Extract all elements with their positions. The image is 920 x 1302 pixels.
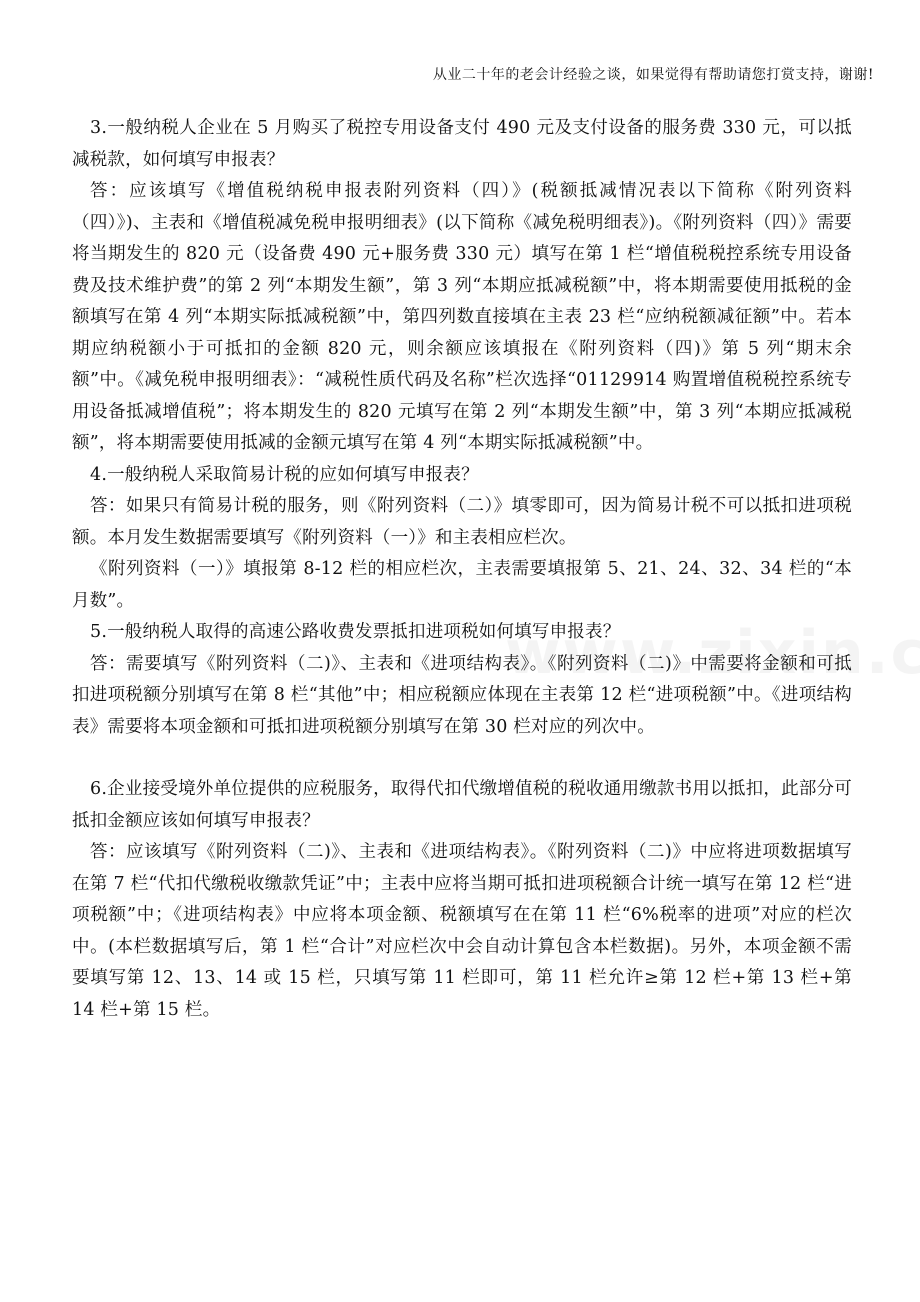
question-5: 5.一般纳税人取得的高速公路收费发票抵扣进项税如何填写申报表？ [90, 622, 621, 642]
document-body [72, 113, 852, 1026]
answer-5: 答：需要填写《附列资料（二)》、主表和《进项结构表》。《附列资料（二)》中需要将金额和可抵扣进项税额分别填写在第 8 栏“其他”中；相应税额应体现在主表第 12 栏“进项税额”中。《进项结构表》需要将本项金额和可抵扣进项税额分别填写在第 30 栏对应的列次中。 [72, 653, 852, 737]
answer-4-detail: 《附列资料（一）》填报第 8-12 栏的相应栏次，主表需要填报第 5、21、24、32、34 栏的“本月数”。 [72, 559, 852, 611]
question-3: 3.一般纳税人企业在 5 月购买了税控专用设备支付 490 元及支付设备的服务费 330 元，可以抵减税款，如何填写申报表？ [72, 118, 852, 170]
paragraph-gap [72, 743, 852, 774]
answer-6: 答：应该填写《附列资料（二)》、主表和《进项结构表》。《附列资料（二)》中应将进项数据填写在第 7 栏“代扣代缴税收缴款凭证”中；主表中应将当期可抵扣进项税额合计统一填写在第 12 栏“进项税额”中；《进项结构表》中应将本项金额、税额填写在在第 11 栏“6%税率的进项”对应的栏次中。(本栏数据填写后，第 1 栏“合计”对应栏次中会自动计算包含本栏数据)。另外，本项金额不需要填写第 12、13、14 或 15 栏，只填写第 11 栏即可，第 11 栏允许≥第 12 栏+第 13 栏+第 14 栏+第 15 栏。 [72, 842, 852, 1020]
answer-3: 答：应该填写《增值税纳税申报表附列资料（四）》(税额抵减情况表以下简称《附列资料（四）》)、主表和《增值税减免税申报明细表》(以下简称《减免税明细表》)。《附列资料（四）》需要将当期发生的 820 元（设备费 490 元+服务费 330 元）填写在第 1 栏“增值税税控系统专用设备费及技术维护费”的第 2 列“本期发生额”，第 3 列“本期应抵减税额”中，将本期需要使用抵税的金额填写在第 4 列“本期实际抵减税额”中，第四列数直接填在主表 23 栏“应纳税额减征额”中。若本期应纳税额小于可抵扣的金额 820 元，则余额应该填报在《附列资料（四)》第 5 列“期末余额”中。《减免税申报明细表》：“减税性质代码及名称”栏次选择“01129914 购置增值税税控系统专用设备抵减增值税”；将本期发生的 820 元填写在第 2 列“本期发生额”中，第 3 列“本期应抵减税额”，将本期需要使用抵减的金额元填写在第 4 列“本期实际抵减税额”中。 [72, 181, 852, 453]
answer-4: 答：如果只有简易计税的服务，则《附列资料（二）》填零即可，因为简易计税不可以抵扣进项税额。本月发生数据需要填写《附列资料（一）》和主表相应栏次。 [72, 496, 852, 548]
question-6: 6.企业接受境外单位提供的应税服务，取得代扣代缴增值税的税收通用缴款书用以抵扣，此部分可抵扣金额应该如何填写申报表？ [72, 779, 852, 831]
header-note: 从业二十年的老会计经验之谈，如果觉得有帮助请您打赏支持，谢谢! [432, 67, 874, 83]
question-4: 4.一般纳税人采取简易计税的应如何填写申报表？ [90, 464, 479, 485]
